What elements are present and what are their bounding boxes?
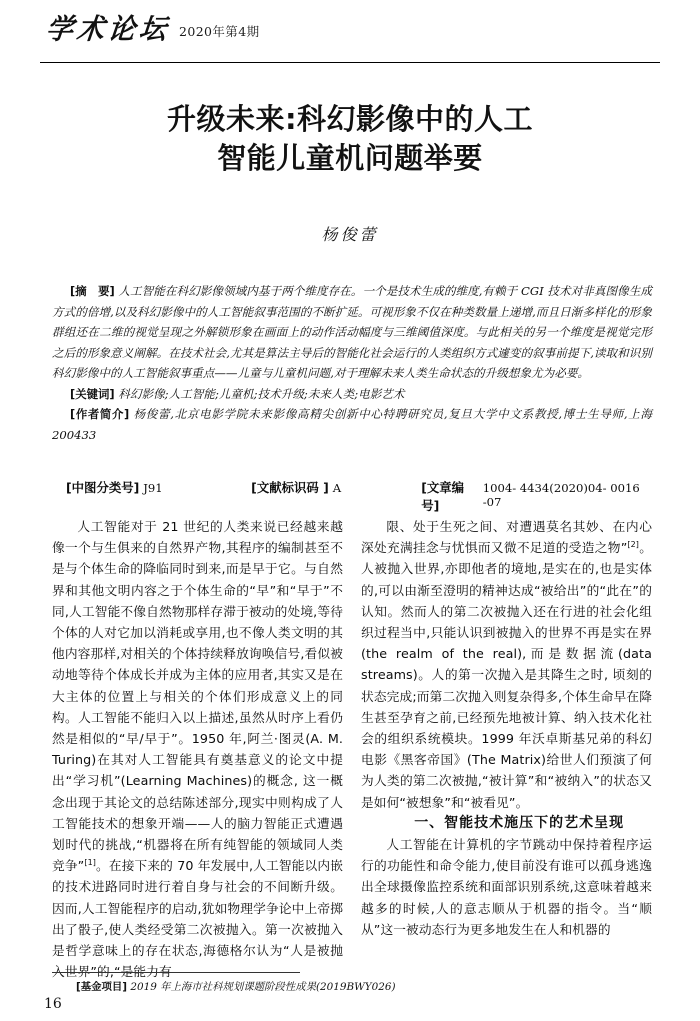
document-code-label: [文献标识码 ] (251, 480, 329, 495)
reference-marker-1: [1] (84, 858, 96, 868)
body-paragraph (361, 516, 652, 813)
page-number: 16 (44, 996, 62, 1012)
masthead (44, 13, 260, 46)
keywords-text: 科幻影像;人工智能;儿童机;技术升级;未来人类;电影艺术 (118, 386, 405, 401)
clc-number-value: J91 (143, 481, 163, 495)
journal-name: 学术论坛 (44, 13, 172, 46)
classification-line (66, 478, 652, 514)
section-heading: 一、智能技术施压下的艺术呈现 (414, 814, 625, 831)
body-paragraph: 人工智能在计算机的字节跳动中保持着程序运行的功能性和命令能力,使目前没有谁可以孤身逃逸出全球摄像监控系统和面部识别系统,这意味着越来越多的时候,人的意志顺从于机器的指令。当“顺从”这一被动态行为更多地发生在人和机器的 (361, 837, 652, 937)
author-bio-text: 杨俊蕾,北京电影学院未来影像高精尖创新中心特聘研究员,复旦大学中文系教授,博士生导师,上海 200433 (52, 407, 664, 442)
abstract-label: [摘 要] (70, 284, 115, 298)
article-title-line-1: 升级未来:科幻影像中的人工 (166, 102, 534, 136)
author-bio-label: [作者简介] (70, 407, 130, 421)
article-title-line-2: 智能儿童机问题举要 (217, 140, 483, 175)
fund-project-label: [基金项目] (76, 981, 128, 993)
article-author: 杨俊蕾 (321, 225, 379, 244)
article-id (421, 478, 652, 514)
reference-marker-2: [2] (627, 539, 640, 549)
left-column (52, 516, 343, 980)
front-matter (52, 281, 664, 445)
document-code-value: A (332, 481, 342, 495)
article-id-value: 1004- 4434(2020)04- 0016 -07 (482, 481, 640, 509)
body-paragraph (52, 516, 343, 982)
fund-project-footnote (76, 980, 396, 995)
keywords-block (52, 384, 652, 405)
body-columns (52, 516, 653, 980)
clc-number (66, 478, 251, 514)
author-bio-block (52, 404, 664, 445)
right-paragraph-text: 限、处于生死之间、对遭遇莫名其妙、在内心深处充满挂念与忧惧而又微不足道的受造之物” (361, 519, 652, 556)
fund-project-text: 2019 年上海市社科规划课题阶段性成果(2019BWY026) (130, 981, 396, 993)
abstract-text: 人工智能在科幻影像领域内基于两个维度存在。一个是技术生成的维度,有赖于 CGI 技术对非真图像生成方式的倍增,以及科幻影像中的人工智能叙事范围的不断扩延。可视形象不仅在种类数量上递增,而且日渐多样化的形象群组还在二维的视觉呈现之外解锁形象在画面上的动作活动幅度与三维阈值深度。与此相关的另一个维度是视觉完形之后的形象意义阐解。在技术社会,尤其是算法主导后的智能化社会运行的人类组织方式遽变的叙事前提下,读取和识别科幻影像中的人工智能叙事重点——儿童与儿童机问题,对于理解未来人类生命状态的升级想象尤为必要。 (52, 284, 652, 380)
header-divider (40, 62, 660, 63)
right-column (361, 516, 652, 968)
keywords-label: [关键词] (70, 386, 115, 401)
left-paragraph-text: 人工智能对于 21 世纪的人类来说已经越来越像一个与生俱来的自然界产物,其程序的编制甚至不是与个体生命的降临同时到来,而是早于它。与自然界和其他文明内容之于个体生命的“早”和“早于”不同,人工智能不像自然物那样存滞于被动的处境,等待个体的人对它加以消耗或享用,也不像人类文明的其他内容那样,对相关的个体持续释放询唤信号,看似被动地等待个体成长并成为主体的应用者,其实又是在大主体的位置上与相关的个体们形成意义上的同构。人工智能不能归入以上描述,虽然从时序上看仍然是相似的“早/早于”。1950 年,阿兰·图灵(A. M. Turing)在其对人工智能具有奠基意义的论文中提出“学习机”(Learning Machines)的概念, 这一概念出现于其论文的总结陈述部分,现实中则构成了人工智能技术的想象开端——人的脑力智能正式遭遇划时代的挑战,“机器将在所有纯智能的领域同人类竞争” (52, 519, 343, 874)
document-code (251, 478, 421, 514)
clc-number-label: [中图分类号] (66, 480, 140, 495)
right-paragraph-text-cont: 。人被抛入世界,亦即他者的境地,是实在的,也是实体的,可以由渐至澄明的精神达成“被给出”的“此在”的认知。然而人的第二次被抛入还在行进的社会化组织过程当中,只能认识到被抛入的世界不再是实在界(the realm of the real),而是数据流(data streams)。人的第一次抛入是其降生之时, 顷刻的状态完成;而第二次抛入则复杂得多,个体生命早在降生甚至孕育之前,已经预先地被计算、纳入技术化社会的组织系统模块。1999 年沃卓斯基兄弟的科幻电影《黑客帝国》(The Matrix)给世人们预演了何为人类的第二次被抛,“被计算”和“被纳入”的状态又是如何“被想象”和“被看见”。 (361, 540, 653, 810)
article-title (70, 100, 630, 177)
left-paragraph-text-cont: 。在接下来的 70 年发展中,人工智能以内嵌的技术进路同时进行着自身与社会的不间断升级。因而,人工智能程序的启动,犹如物理学争论中上帝掷出了骰子,使人类经受第二次被抛入。第一次被抛入是哲学意味上的存在状态,海德格尔认为“人是被抛入世界”的,“是能力有 (52, 858, 343, 980)
journal-issue: 2020年第4期 (179, 24, 260, 39)
abstract-block (52, 281, 652, 384)
article-id-label: [文章编号] (421, 480, 465, 513)
footnote-divider (52, 972, 300, 973)
